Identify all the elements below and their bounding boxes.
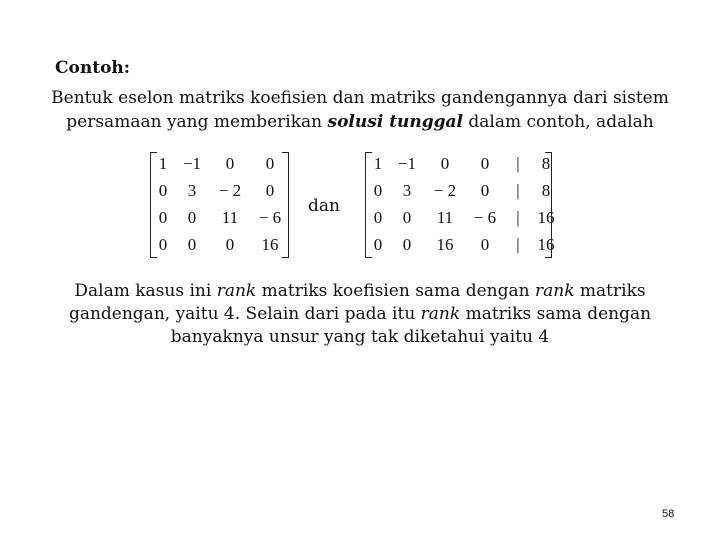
matrix-cell: 3: [402, 181, 412, 200]
matrix-cell: 0: [225, 154, 235, 173]
augment-separator: |: [516, 208, 520, 227]
emphasis-solusi-tunggal: solusi tunggal: [327, 112, 464, 132]
matrix-cell: 1: [373, 154, 383, 173]
matrix-cell: 0: [480, 154, 490, 173]
augmented-echelon-matrix: [367, 150, 561, 258]
intro-line-2: [40, 110, 680, 134]
matrix-cell: 0: [158, 235, 168, 254]
conclusion-line-1: [60, 280, 660, 303]
matrix-cell: 0: [440, 154, 450, 173]
matrix-cell: 8: [541, 181, 551, 200]
matrix-cell: 0: [158, 181, 168, 200]
text-segment: matriks koefisien sama dengan: [256, 281, 535, 301]
matrix-cell: 0: [373, 235, 383, 254]
matrix-cell: 3: [187, 181, 197, 200]
page-number: 58: [662, 508, 675, 520]
conclusion-line-3: banyaknya unsur yang tak diketahui yaitu 4: [170, 327, 550, 347]
conclusion-paragraph: [60, 280, 660, 349]
matrix-cell: 1: [158, 154, 168, 173]
text-segment: Dalam kasus ini: [74, 281, 217, 301]
matrix-cell: 16: [261, 235, 279, 254]
matrix-cell: 0: [265, 154, 275, 173]
matrix-cell: 0: [402, 235, 412, 254]
text-segment: gandengan, yaitu 4. Selain dari pada itu: [68, 304, 421, 324]
intro-line-2-end: dalam contoh, adalah: [463, 112, 654, 132]
matrix-cell: − 2: [433, 181, 457, 200]
matrix-cell: 0: [187, 235, 197, 254]
matrix-cell: 0: [158, 208, 168, 227]
matrix-cell: − 2: [218, 181, 242, 200]
example-heading: Contoh:: [55, 58, 131, 78]
intro-line-2-start: persamaan yang memberikan: [66, 112, 328, 132]
text-segment: matriks: [574, 281, 646, 301]
matrix-cell: 16: [537, 208, 555, 227]
matrix-cell: 0: [402, 208, 412, 227]
matrix-cell: − 6: [473, 208, 497, 227]
matrix-cell: 0: [480, 235, 490, 254]
coef-matrix-right-bracket: [282, 152, 289, 258]
matrix-cell: 16: [436, 235, 454, 254]
augment-separator: |: [516, 154, 520, 173]
matrix-cell: − 6: [258, 208, 282, 227]
intro-text: [40, 86, 680, 134]
matrix-cell: −1: [182, 154, 202, 173]
matrix-cell: 8: [541, 154, 551, 173]
augment-separator: |: [516, 235, 520, 254]
aug-matrix-right-bracket: [545, 152, 552, 258]
matrix-cell: 0: [265, 181, 275, 200]
intro-line-1: Bentuk eselon matriks koefisien dan matriks gandengannya dari sistem: [51, 88, 669, 108]
matrix-cell: 0: [373, 208, 383, 227]
rank-term: rank: [535, 281, 575, 301]
augment-separator: |: [516, 181, 520, 200]
matrix-cell: 16: [537, 235, 555, 254]
text-segment: matriks sama dengan: [460, 304, 652, 324]
coefficient-echelon-matrix: [152, 150, 290, 258]
matrix-cell: −1: [397, 154, 417, 173]
rank-term: rank: [420, 304, 461, 324]
matrix-cell: 0: [225, 235, 235, 254]
matrix-cell: 11: [436, 208, 454, 227]
matrix-cell: 0: [187, 208, 197, 227]
matrix-cell: 11: [221, 208, 239, 227]
matrix-cell: 0: [373, 181, 383, 200]
matrix-cell: 0: [480, 181, 490, 200]
connector-dan: dan: [308, 196, 340, 216]
rank-term: rank: [216, 281, 257, 301]
conclusion-line-2: [60, 303, 660, 326]
